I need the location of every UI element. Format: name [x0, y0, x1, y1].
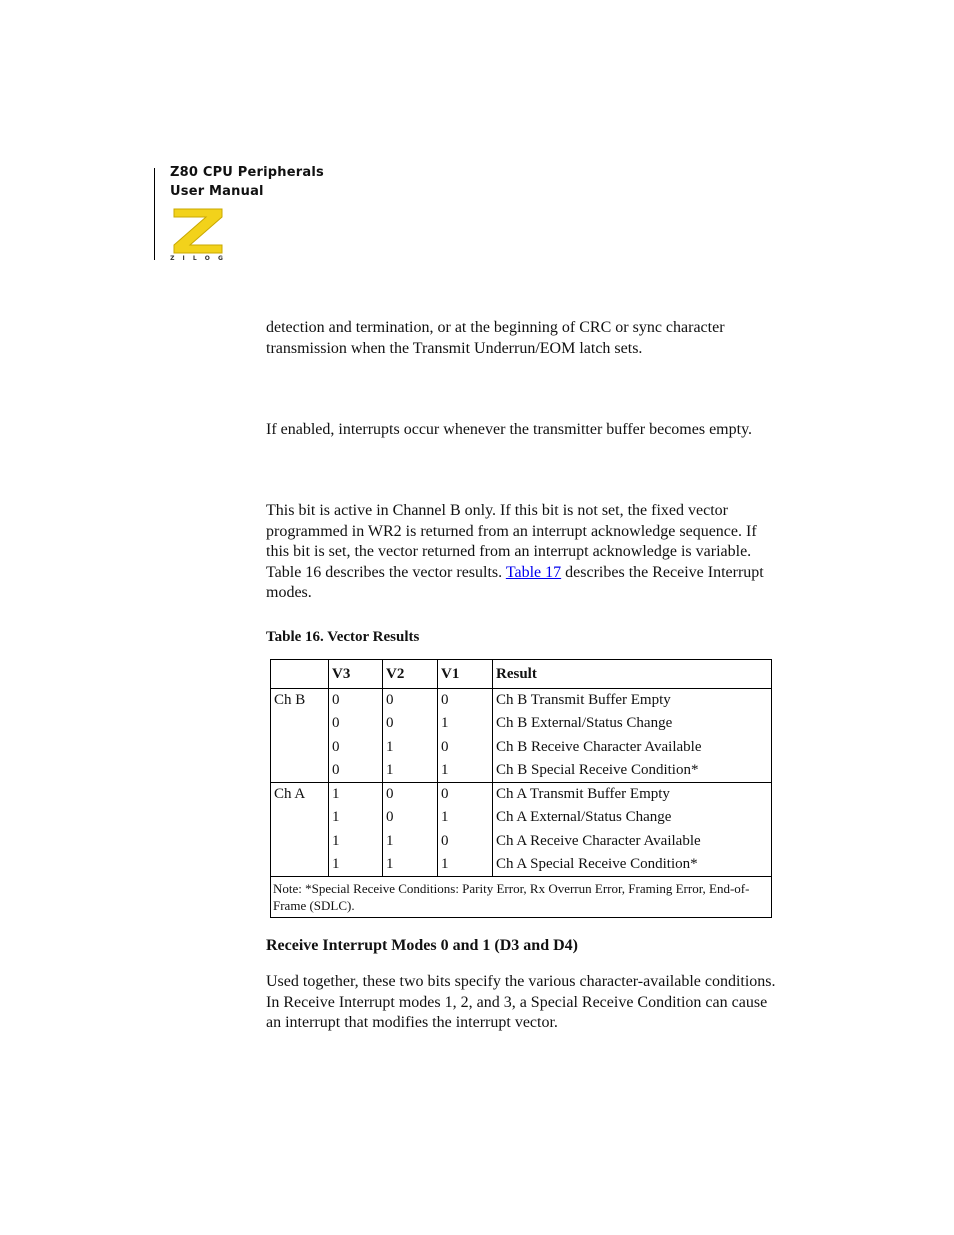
table-note: Note: *Special Receive Conditions: Parity Error, Rx Overrun Error, Framing Error, End-of-Frame (SDLC).	[271, 877, 772, 918]
paragraph-1	[266, 318, 776, 359]
v3-cell: 0	[329, 759, 383, 783]
table-note-row	[271, 877, 772, 918]
table-row	[271, 853, 772, 877]
table-row	[271, 689, 772, 713]
result-cell: Ch A Special Receive Condition*	[493, 853, 772, 877]
header-v3: V3	[329, 660, 383, 689]
v2-cell: 1	[383, 759, 438, 783]
v1-cell: 0	[438, 689, 493, 713]
table-row	[271, 806, 772, 829]
header-v1: V1	[438, 660, 493, 689]
table-row	[271, 783, 772, 807]
v2-cell: 0	[383, 783, 438, 807]
v3-cell: 0	[329, 689, 383, 713]
paragraph-2-text: If enabled, interrupts occur whenever the transmitter buffer becomes empty.	[266, 421, 753, 438]
result-cell: Ch B Transmit Buffer Empty	[493, 689, 772, 713]
paragraph-3-text	[266, 501, 776, 604]
table-caption: Table 16. Vector Results	[266, 629, 420, 645]
v1-cell: 1	[438, 759, 493, 783]
v1-cell: 0	[438, 783, 493, 807]
v1-cell: 1	[438, 853, 493, 877]
section-heading: Receive Interrupt Modes 0 and 1 (D3 and D4)	[266, 937, 578, 954]
paragraph-3-text-end: describes the Receive Interrupt modes.	[266, 563, 764, 601]
paragraph-1-text: detection and termination, or at the beginning of CRC or sync character transmission when the Transmit Underrun/EOM latch sets.	[266, 319, 725, 357]
table-17-link[interactable]: Table 17	[505, 563, 562, 581]
v2-cell: 0	[383, 689, 438, 713]
svg-text:Z I L O G: Z I L O G	[170, 255, 226, 261]
header-v2: V2	[383, 660, 438, 689]
table-row	[271, 736, 772, 759]
header-channel	[271, 660, 329, 689]
running-header	[170, 163, 324, 201]
v3-cell: 1	[329, 853, 383, 877]
v2-cell: 1	[383, 736, 438, 759]
paragraph-3	[266, 501, 776, 604]
v2-cell: 0	[383, 712, 438, 735]
channel-cell: Ch B	[271, 689, 329, 783]
result-cell: Ch A External/Status Change	[493, 806, 772, 829]
header-title: Z80 CPU Peripherals	[170, 165, 324, 180]
v2-cell: 1	[383, 853, 438, 877]
result-cell: Ch A Receive Character Available	[493, 830, 772, 853]
v3-cell: 1	[329, 830, 383, 853]
paragraph-4	[266, 972, 776, 1034]
result-cell: Ch A Transmit Buffer Empty	[493, 783, 772, 807]
header-rule	[154, 168, 155, 260]
v3-cell: 1	[329, 806, 383, 829]
v2-cell: 0	[383, 806, 438, 829]
paragraph-2	[266, 420, 776, 441]
zilog-logo	[170, 205, 226, 261]
v1-cell: 1	[438, 712, 493, 735]
v3-cell: 1	[329, 783, 383, 807]
result-cell: Ch B Special Receive Condition*	[493, 759, 772, 783]
table-header-row	[271, 660, 772, 689]
paragraph-3-text-start: This bit is active in Channel B only. If this bit is not set, the fixed vector programmed in WR2 is returned from an interrupt acknowledge sequence. If this bit is set, the vector returned from an interrupt acknowledge is variable. Table 16 describes the vector results.	[266, 502, 757, 581]
result-cell: Ch B External/Status Change	[493, 712, 772, 735]
v3-cell: 0	[329, 736, 383, 759]
v1-cell: 0	[438, 830, 493, 853]
table-row	[271, 759, 772, 783]
v1-cell: 0	[438, 736, 493, 759]
header-subtitle: User Manual	[170, 184, 264, 199]
table-row	[271, 712, 772, 735]
v2-cell: 1	[383, 830, 438, 853]
v1-cell: 1	[438, 806, 493, 829]
v3-cell: 0	[329, 712, 383, 735]
channel-cell: Ch A	[271, 783, 329, 877]
header-result: Result	[493, 660, 772, 689]
result-cell: Ch B Receive Character Available	[493, 736, 772, 759]
paragraph-4-text: Used together, these two bits specify the various character-available conditions. In Receive Interrupt modes 1, 2, and 3, a Special Receive Condition can cause an interrupt that modifies the interrupt vector.	[266, 973, 776, 1031]
vector-results-table	[270, 659, 772, 918]
table-row	[271, 830, 772, 853]
